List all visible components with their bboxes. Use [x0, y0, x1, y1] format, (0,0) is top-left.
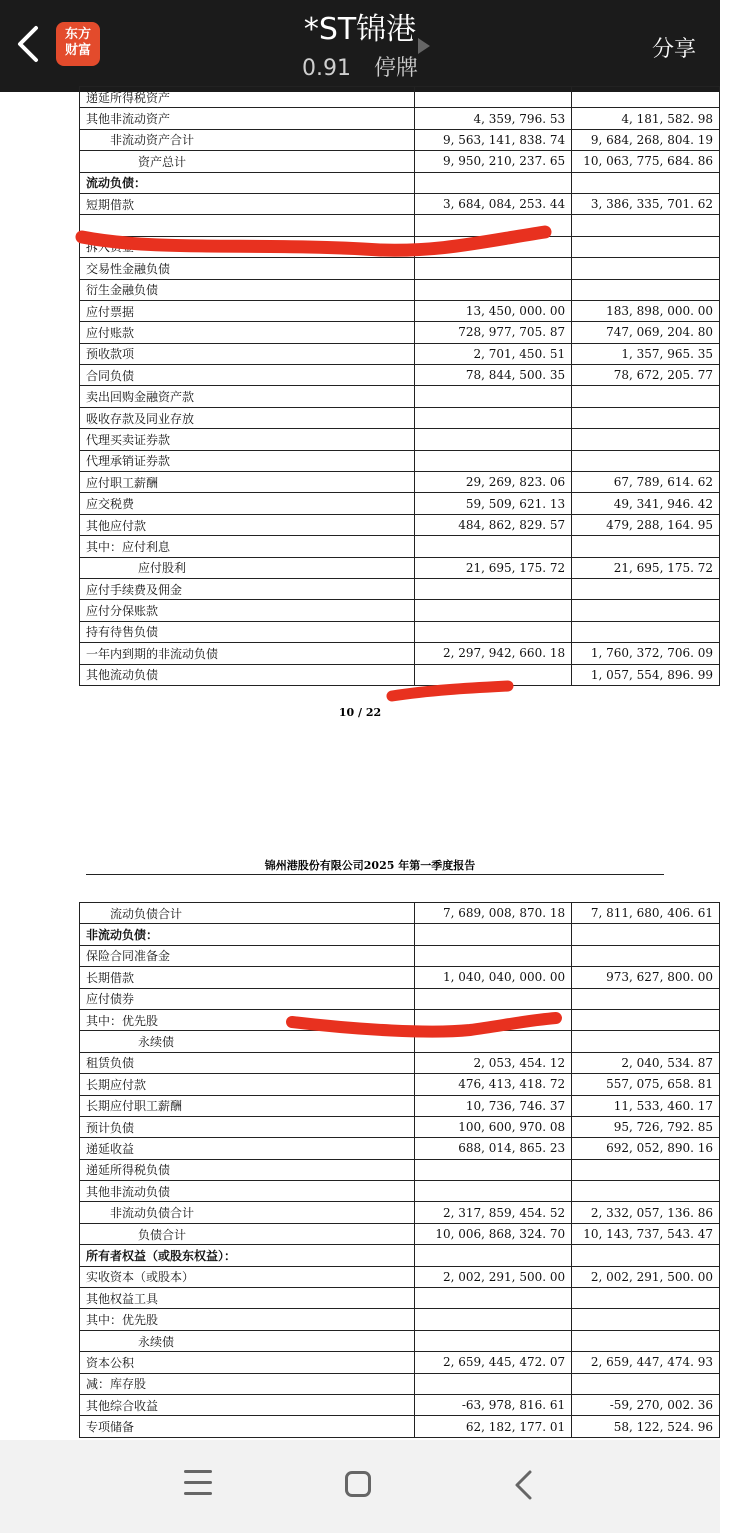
current-period-value: 728, 977, 705. 87 — [414, 322, 571, 343]
row-label: 其他应付款 — [80, 514, 415, 535]
current-period-value: 2, 317, 859, 454. 52 — [414, 1202, 572, 1223]
current-period-value: 7, 689, 008, 870. 18 — [414, 903, 572, 924]
row-label: 非流动资产合计 — [80, 129, 415, 150]
row-label: 专项储备 — [80, 1416, 415, 1437]
prior-period-value: -59, 270, 002. 36 — [572, 1394, 720, 1415]
stock-price: 0.91 — [302, 56, 351, 81]
app-header — [0, 0, 720, 92]
prior-period-value: 67, 789, 614. 62 — [572, 472, 720, 493]
prior-period-value: 78, 672, 205. 77 — [572, 365, 720, 386]
row-label: 减：库存股 — [80, 1373, 415, 1394]
row-label: 非流动负债合计 — [80, 1202, 415, 1223]
prior-period-value: 10, 143, 737, 543. 47 — [572, 1223, 720, 1244]
prior-period-value: 11, 533, 460. 17 — [572, 1095, 720, 1116]
prior-period-value: 747, 069, 204. 80 — [572, 322, 720, 343]
row-label: 应交税费 — [80, 493, 415, 514]
row-label: 应付分保账款 — [80, 600, 415, 621]
current-period-value: 21, 695, 175. 72 — [414, 557, 571, 578]
current-period-value: 10, 006, 868, 324. 70 — [414, 1223, 572, 1244]
prior-period-value: 1, 357, 965. 35 — [572, 343, 720, 364]
current-period-value: 78, 844, 500. 35 — [414, 365, 571, 386]
row-label: 卖出回购金融资产款 — [80, 386, 415, 407]
prior-period-value: 557, 075, 658. 81 — [572, 1074, 720, 1095]
prior-period-value: 58, 122, 524. 96 — [572, 1416, 720, 1437]
trading-status: 停牌 — [373, 56, 418, 81]
prior-period-value: 1, 057, 554, 896. 99 — [572, 664, 720, 685]
nav-back-icon[interactable] — [510, 1468, 538, 1502]
row-label: 所有者权益（或股东权益）： — [80, 1245, 415, 1266]
row-label: 代理承销证券款 — [80, 450, 415, 471]
document-viewer[interactable] — [0, 92, 720, 1440]
current-period-value: -63, 978, 816. 61 — [414, 1394, 572, 1415]
current-period-value: 100, 600, 970. 08 — [414, 1116, 572, 1137]
row-label: 租赁负债 — [80, 1052, 415, 1073]
row-label: 保险合同准备金 — [80, 945, 415, 966]
row-label: 其他非流动负债 — [80, 1181, 415, 1202]
row-label: 应付职工薪酬 — [80, 472, 415, 493]
share-button[interactable]: 分享 — [651, 37, 696, 62]
report-title: 锦州港股份有限公司2025 年第一季度报告 — [264, 859, 476, 872]
row-label: 长期应付职工薪酬 — [80, 1095, 415, 1116]
row-label: 应付票据 — [80, 300, 415, 321]
row-label: 长期借款 — [80, 967, 415, 988]
current-period-value: 29, 269, 823. 06 — [414, 472, 571, 493]
prior-period-value: 9, 684, 268, 804. 19 — [572, 129, 720, 150]
page-number: 10 / 22 — [338, 706, 382, 719]
row-label: 其中：优先股 — [80, 1309, 415, 1330]
row-label: 持有待售负债 — [80, 621, 415, 642]
current-period-value: 2, 002, 291, 500. 00 — [414, 1266, 572, 1287]
row-label: 资本公积 — [80, 1352, 415, 1373]
row-label: 永续债 — [80, 1330, 415, 1351]
prior-period-value: 1, 760, 372, 706. 09 — [572, 643, 720, 664]
current-period-value: 10, 736, 746. 37 — [414, 1095, 572, 1116]
row-label: 应付股利 — [80, 557, 415, 578]
logo-line-1: 东方 — [64, 27, 91, 42]
row-label: 递延所得税负债 — [80, 1159, 415, 1180]
row-label: 预收款项 — [80, 343, 415, 364]
row-label: 交易性金融负债 — [80, 258, 415, 279]
row-label: 应付账款 — [80, 322, 415, 343]
current-period-value: 476, 413, 418. 72 — [414, 1074, 572, 1095]
prior-period-value: 2, 040, 534. 87 — [572, 1052, 720, 1073]
current-period-value: 2, 659, 445, 472. 07 — [414, 1352, 572, 1373]
row-label: 短期借款 — [80, 193, 415, 214]
prior-period-value: 2, 659, 447, 474. 93 — [572, 1352, 720, 1373]
row-label: 一年内到期的非流动负债 — [80, 643, 415, 664]
row-label: 预计负债 — [80, 1116, 415, 1137]
row-label: 吸收存款及同业存放 — [80, 407, 415, 428]
logo-line-2: 财富 — [64, 43, 91, 58]
prior-period-value: 95, 726, 792. 85 — [572, 1116, 720, 1137]
system-nav-bar — [0, 1440, 720, 1533]
prior-period-value: 49, 341, 946. 42 — [572, 493, 720, 514]
prior-period-value: 3, 386, 335, 701. 62 — [572, 193, 720, 214]
row-label: 非流动负债： — [80, 924, 415, 945]
row-label: 应付债券 — [80, 988, 415, 1009]
current-period-value: 2, 701, 450. 51 — [414, 343, 571, 364]
row-label: 资产总计 — [80, 151, 415, 172]
prior-period-value: 4, 181, 582. 98 — [572, 108, 720, 129]
row-label: 实收资本（或股本） — [80, 1266, 415, 1287]
row-label: 衍生金融负债 — [80, 279, 415, 300]
row-label: 流动负债： — [80, 172, 415, 193]
current-period-value: 688, 014, 865. 23 — [414, 1138, 572, 1159]
row-label: 负债合计 — [80, 1223, 415, 1244]
prior-period-value: 973, 627, 800. 00 — [572, 967, 720, 988]
current-period-value: 1, 040, 040, 000. 00 — [414, 967, 572, 988]
current-period-value: 3, 684, 084, 253. 44 — [414, 193, 571, 214]
current-period-value: 4, 359, 796. 53 — [414, 108, 571, 129]
prior-period-value: 21, 695, 175. 72 — [572, 557, 720, 578]
row-label: 永续债 — [80, 1031, 415, 1052]
current-period-value: 9, 563, 141, 838. 74 — [414, 129, 571, 150]
prior-period-value: 7, 811, 680, 406. 61 — [572, 903, 720, 924]
row-label: 其他非流动资产 — [80, 108, 415, 129]
current-period-value: 59, 509, 621. 13 — [414, 493, 571, 514]
row-label: 代理买卖证券款 — [80, 429, 415, 450]
current-period-value: 9, 950, 210, 237. 65 — [414, 151, 571, 172]
row-label: 其他综合收益 — [80, 1394, 415, 1415]
row-label: 递延所得税资产 — [80, 87, 415, 108]
current-period-value: 13, 450, 000. 00 — [414, 300, 571, 321]
home-icon[interactable] — [345, 1471, 371, 1497]
red-redaction-marks — [0, 92, 720, 1440]
row-label: 其他流动负债 — [80, 664, 415, 685]
current-period-value: 2, 297, 942, 660. 18 — [414, 643, 571, 664]
prior-period-value: 692, 052, 890. 16 — [572, 1138, 720, 1159]
row-label: 合同负债 — [80, 365, 415, 386]
prior-period-value: 183, 898, 000. 00 — [572, 300, 720, 321]
row-label: 递延收益 — [80, 1138, 415, 1159]
prior-period-value: 10, 063, 775, 684. 86 — [572, 151, 720, 172]
prior-period-value: 2, 332, 057, 136. 86 — [572, 1202, 720, 1223]
row-label: 流动负债合计 — [80, 903, 415, 924]
row-label: 应付手续费及佣金 — [80, 578, 415, 599]
stock-subtitle — [0, 55, 720, 83]
row-label: 其他权益工具 — [80, 1288, 415, 1309]
current-period-value: 484, 862, 829. 57 — [414, 514, 571, 535]
prior-period-value: 479, 288, 164. 95 — [572, 514, 720, 535]
row-label: 长期应付款 — [80, 1074, 415, 1095]
stock-title: *ST锦港 — [303, 12, 417, 47]
row-label: 拆入资金 — [80, 236, 415, 257]
current-period-value: 62, 182, 177. 01 — [414, 1416, 572, 1437]
current-period-value: 2, 053, 454. 12 — [414, 1052, 572, 1073]
prior-period-value: 2, 002, 291, 500. 00 — [572, 1266, 720, 1287]
play-icon[interactable] — [418, 38, 430, 54]
menu-icon[interactable] — [184, 1470, 212, 1496]
row-label: 其中：优先股 — [80, 1009, 415, 1030]
row-label: 其中：应付利息 — [80, 536, 415, 557]
